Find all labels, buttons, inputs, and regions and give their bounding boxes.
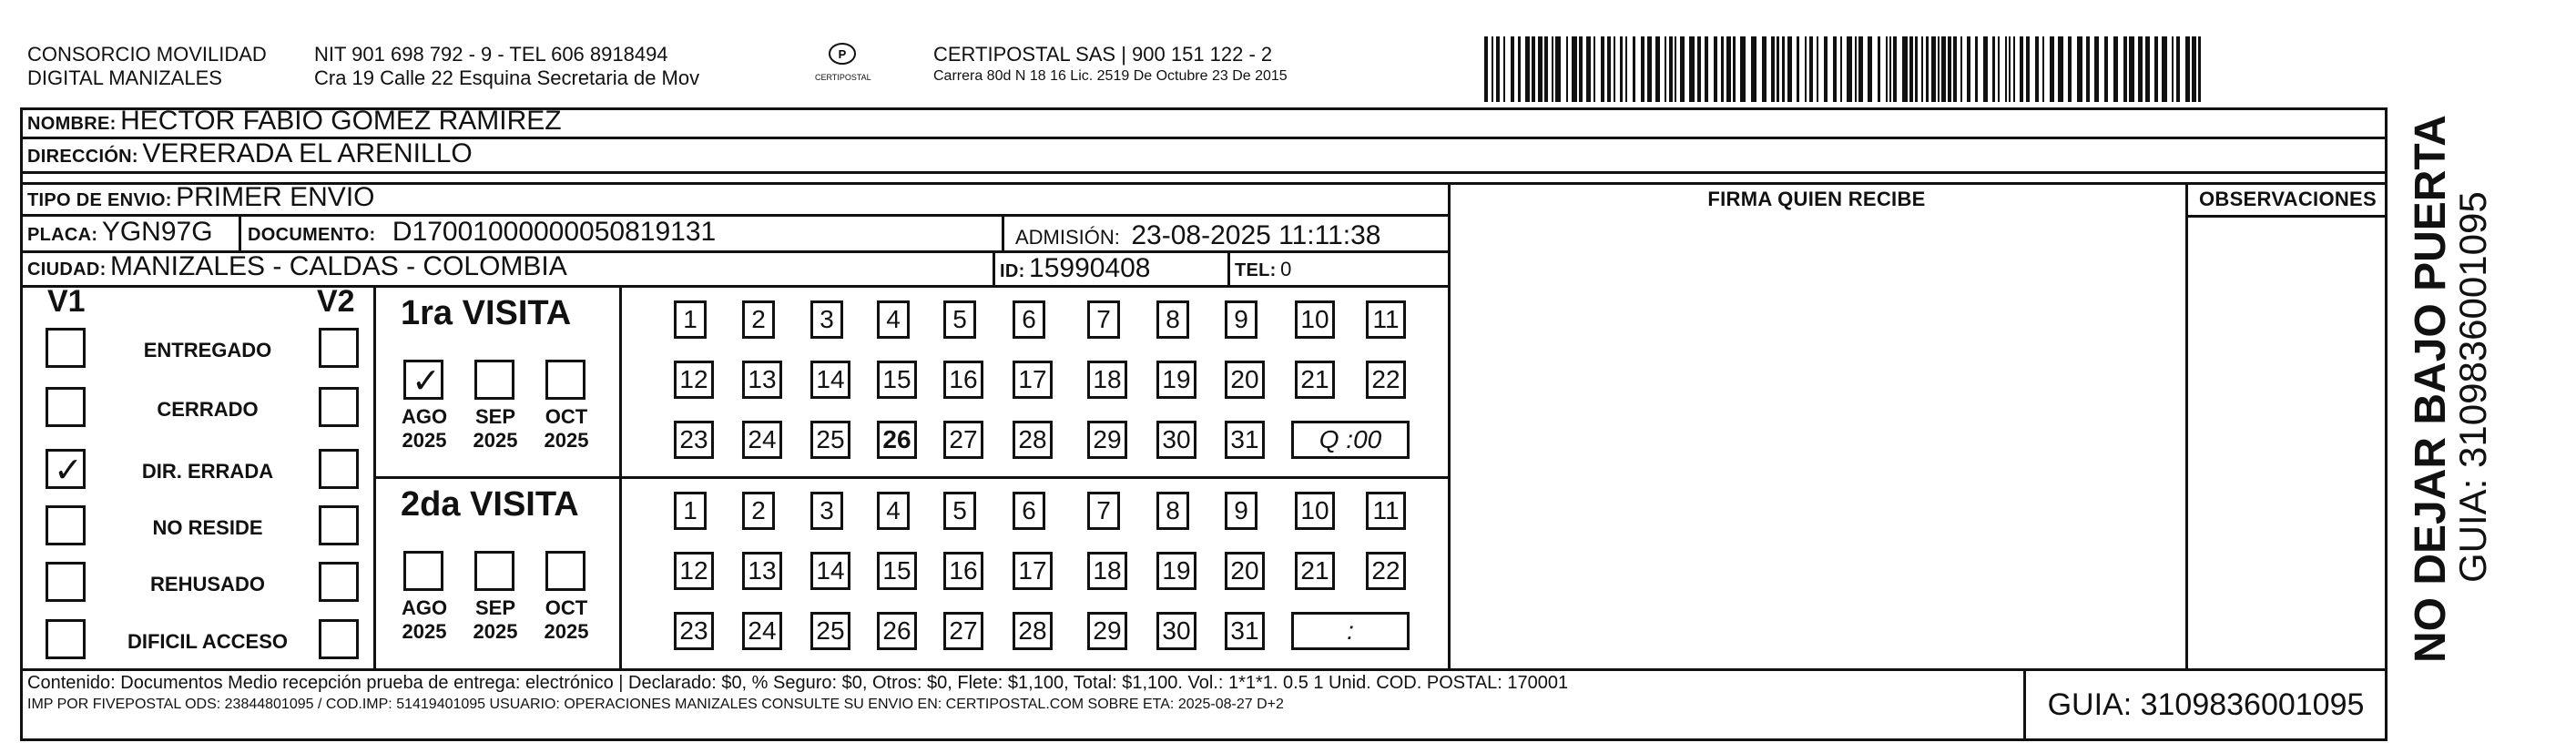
- day-box[interactable]: 25: [810, 612, 850, 650]
- side-guia-label: GUIA: 3109836001095: [2451, 191, 2494, 583]
- v2-checkbox[interactable]: [319, 505, 359, 545]
- barcode-bar: [1777, 36, 1779, 102]
- barcode-bar: [2094, 36, 2099, 102]
- v1-checkbox[interactable]: [46, 328, 86, 368]
- status-label: NO RESIDE: [152, 516, 263, 539]
- day-box[interactable]: 28: [1013, 612, 1053, 650]
- firma-quien-recibe-label: FIRMA QUIEN RECIBE: [1707, 188, 1926, 210]
- barcode-bar: [2185, 36, 2190, 102]
- day-box[interactable]: 14: [810, 361, 850, 399]
- barcode-bar: [1680, 36, 1685, 102]
- admision-value: 23-08-2025 11:11:38: [1131, 220, 1381, 250]
- footer-line-2: IMP POR FIVEPOSTAL ODS: 23844801095 / COD.IMP: 51419401095 USUARIO: OPERACIONES MANIZALES CONSULTE SU ENVIO EN: CERTIPOSTAL.COM SOBRE ETA: 2025-08-27 D+2: [27, 697, 1284, 712]
- day-box[interactable]: 21: [1295, 361, 1335, 399]
- day-box[interactable]: 22: [1366, 361, 1406, 399]
- id-value: 15990408: [1029, 253, 1151, 283]
- visit-time-box[interactable]: Q :00: [1291, 421, 1410, 459]
- month-label: OCT 2025: [544, 596, 589, 643]
- barcode-bar: [1992, 36, 1995, 102]
- v2-checkbox[interactable]: [319, 449, 359, 489]
- barcode-bar: [1593, 36, 1595, 102]
- barcode-bar: [1689, 36, 1695, 102]
- status-label: DIFICIL ACCESO: [127, 630, 288, 653]
- day-box[interactable]: 1: [674, 492, 707, 530]
- no-dejar-bajo-puerta-label: NO DEJAR BAJO PUERTA: [2407, 115, 2455, 663]
- barcode-bar: [1855, 36, 1857, 102]
- barcode-bar: [1721, 36, 1724, 102]
- day-box[interactable]: 11: [1366, 300, 1406, 339]
- status-label: REHUSADO: [150, 573, 265, 595]
- barcode-bar: [2077, 36, 2082, 102]
- day-box[interactable]: 28: [1013, 421, 1053, 459]
- barcode-bar: [2145, 36, 2150, 102]
- day-box[interactable]: 18: [1087, 552, 1127, 590]
- barcode-bar: [1926, 36, 1929, 102]
- month-label: SEP 2025: [473, 405, 518, 452]
- barcode-bar: [1809, 36, 1813, 102]
- barcode-bar: [1633, 36, 1635, 102]
- field-tel: TEL: 0: [1235, 258, 1292, 280]
- ciudad-value: MANIZALES - CALDAS - COLOMBIA: [110, 251, 567, 281]
- barcode-bar: [2009, 36, 2011, 102]
- day-box[interactable]: 9: [1225, 492, 1257, 530]
- day-box[interactable]: 23: [674, 612, 714, 650]
- day-box[interactable]: 29: [1087, 612, 1127, 650]
- day-box[interactable]: 6: [1013, 300, 1045, 339]
- barcode-bar: [2086, 36, 2090, 102]
- day-box[interactable]: 12: [674, 552, 714, 590]
- day-box[interactable]: 1: [674, 300, 707, 339]
- placa-value: YGN97G: [101, 217, 213, 247]
- barcode-bar: [1762, 36, 1767, 102]
- tipo-envio-value: PRIMER ENVIO: [176, 182, 375, 212]
- day-box[interactable]: 20: [1225, 361, 1265, 399]
- barcode-bar: [1931, 36, 1936, 102]
- month-checkbox[interactable]: [403, 360, 443, 400]
- day-box[interactable]: 22: [1366, 552, 1406, 590]
- barcode-bar: [2005, 36, 2007, 102]
- barcode-bar: [1726, 36, 1731, 102]
- barcode-bar: [2172, 36, 2174, 102]
- barcode-bar: [1641, 36, 1644, 102]
- visit-title: 1ra VISITA: [401, 294, 572, 332]
- day-box[interactable]: 30: [1156, 421, 1196, 459]
- field-id: ID: 15990408: [1000, 253, 1151, 283]
- barcode-bar: [1669, 36, 1673, 102]
- barcode-bar: [2162, 36, 2167, 102]
- day-box[interactable]: 3: [810, 492, 843, 530]
- status-label: ENTREGADO: [143, 339, 272, 361]
- field-nombre: NOMBRE: HECTOR FABIO GOMEZ RAMIREZ: [27, 106, 562, 136]
- visit-title: 2da VISITA: [401, 485, 579, 524]
- barcode-bar: [2138, 36, 2143, 102]
- barcode-bar: [1492, 36, 1493, 102]
- nombre-value: HECTOR FABIO GOMEZ RAMIREZ: [120, 106, 562, 136]
- svg-text:P: P: [838, 47, 847, 61]
- day-box[interactable]: 24: [742, 421, 782, 459]
- day-box[interactable]: 10: [1295, 300, 1335, 339]
- month-label: AGO 2025: [401, 405, 448, 452]
- v2-checkbox[interactable]: [319, 328, 359, 368]
- day-box[interactable]: 26: [877, 421, 917, 459]
- barcode-bar: [1607, 36, 1611, 102]
- day-box[interactable]: 7: [1087, 300, 1120, 339]
- barcode-bar: [1697, 36, 1701, 102]
- barcode-bar: [1960, 36, 1962, 102]
- barcode-bar: [1889, 36, 1891, 102]
- barcode-bar: [1532, 36, 1535, 102]
- barcode-bar: [2068, 36, 2072, 102]
- barcode-bar: [2104, 36, 2108, 102]
- barcode-bar: [1921, 36, 1923, 102]
- v1-checkbox[interactable]: [46, 505, 86, 545]
- day-box[interactable]: 9: [1225, 300, 1257, 339]
- day-box[interactable]: 13: [742, 361, 782, 399]
- barcode-bar: [2026, 36, 2030, 102]
- barcode-bar: [1902, 36, 1908, 102]
- barcode-bar: [2035, 36, 2039, 102]
- barcode-bar: [1909, 36, 1913, 102]
- v2-checkbox[interactable]: [319, 387, 359, 427]
- barcode-bar: [2058, 36, 2063, 102]
- barcode-bar: [1503, 36, 1505, 102]
- day-box[interactable]: 18: [1087, 361, 1127, 399]
- observaciones-area[interactable]: [2191, 219, 2384, 665]
- day-box[interactable]: 31: [1225, 421, 1265, 459]
- v1-label: V1: [47, 284, 86, 319]
- barcode-bar: [2050, 36, 2054, 102]
- day-box[interactable]: 11: [1366, 492, 1406, 530]
- barcode-bar: [1705, 36, 1708, 102]
- courier-logo: P CERTIPOSTAL: [815, 41, 870, 82]
- barcode-bar: [2042, 36, 2044, 102]
- barcode-bar: [1967, 36, 1970, 102]
- month-label: AGO 2025: [401, 596, 448, 643]
- barcode-bar: [1675, 36, 1676, 102]
- month-checkbox[interactable]: [545, 360, 585, 400]
- barcode-bar: [1868, 36, 1872, 102]
- day-box[interactable]: 13: [742, 552, 782, 590]
- barcode-bar: [2020, 36, 2023, 102]
- barcode-bar: [1566, 36, 1568, 102]
- signature-area[interactable]: [1453, 219, 2182, 665]
- day-box[interactable]: 14: [810, 552, 850, 590]
- day-box[interactable]: 20: [1225, 552, 1265, 590]
- barcode-bar: [1579, 36, 1583, 102]
- field-documento: DOCUMENTO: D17001000000050819131: [248, 217, 717, 247]
- barcode-bar: [1525, 36, 1530, 102]
- field-tipo-envio: TIPO DE ENVIO: PRIMER ENVIO: [27, 182, 375, 212]
- v2-checkbox[interactable]: [319, 619, 359, 659]
- barcode-bar: [1518, 36, 1521, 102]
- barcode-bar: [1847, 36, 1852, 102]
- barcode-bar: [1601, 36, 1604, 102]
- day-box[interactable]: 5: [943, 492, 976, 530]
- barcode-bar: [1915, 36, 1918, 102]
- barcode-bar: [1840, 36, 1842, 102]
- day-box[interactable]: 17: [1013, 361, 1053, 399]
- observaciones-label: OBSERVACIONES: [2198, 188, 2377, 210]
- barcode-bar: [1484, 36, 1488, 102]
- barcode-bar: [1938, 36, 1940, 102]
- barcode-bar: [2013, 36, 2015, 102]
- day-box[interactable]: 15: [877, 361, 917, 399]
- barcode-bar: [1751, 36, 1756, 102]
- barcode-bar: [2113, 36, 2118, 102]
- barcode: [1484, 36, 2213, 102]
- day-box[interactable]: 10: [1295, 492, 1335, 530]
- day-box[interactable]: 4: [877, 492, 910, 530]
- barcode-bar: [1511, 36, 1514, 102]
- barcode-bar: [1714, 36, 1717, 102]
- barcode-bar: [1983, 36, 1988, 102]
- day-box[interactable]: 23: [674, 421, 714, 459]
- barcode-bar: [2154, 36, 2158, 102]
- month-checkbox[interactable]: [545, 551, 585, 591]
- barcode-bar: [1647, 36, 1652, 102]
- day-box[interactable]: 27: [943, 612, 983, 650]
- day-box[interactable]: 25: [810, 421, 850, 459]
- barcode-bar: [1805, 36, 1807, 102]
- footer-content: [27, 672, 2017, 716]
- barcode-bar: [1975, 36, 1978, 102]
- barcode-bar: [1572, 36, 1577, 102]
- barcode-bar: [1665, 36, 1666, 102]
- day-box[interactable]: 5: [943, 300, 976, 339]
- day-box[interactable]: 17: [1013, 552, 1053, 590]
- month-checkbox[interactable]: [403, 551, 443, 591]
- barcode-bar: [1941, 36, 1946, 102]
- month-label: OCT 2025: [544, 405, 589, 452]
- day-box[interactable]: 26: [877, 612, 917, 650]
- barcode-bar: [1817, 36, 1818, 102]
- barcode-bar: [1544, 36, 1548, 102]
- barcode-bar: [1614, 36, 1615, 102]
- v1-checkbox[interactable]: [46, 449, 86, 489]
- barcode-bar: [2198, 36, 2201, 102]
- day-box[interactable]: 31: [1225, 612, 1265, 650]
- field-admision: ADMISIÓN: 23-08-2025 11:11:38: [1015, 220, 1381, 250]
- consortium-contact: NIT 901 698 792 - 9 - TEL 606 8918494 Cra 19 Calle 22 Esquina Secretaria de Mov: [314, 43, 700, 89]
- barcode-bar: [1858, 36, 1863, 102]
- barcode-bar: [1782, 36, 1785, 102]
- barcode-bar: [1496, 36, 1500, 102]
- day-box[interactable]: 16: [943, 361, 983, 399]
- v2-label: V2: [317, 284, 355, 319]
- day-box[interactable]: 21: [1295, 552, 1335, 590]
- consortium-name: CONSORCIO MOVILIDAD DIGITAL MANIZALES: [27, 43, 267, 89]
- day-box[interactable]: 15: [877, 552, 917, 590]
- documento-value: D17001000000050819131: [392, 217, 717, 247]
- barcode-bar: [1948, 36, 1951, 102]
- barcode-bar: [1893, 36, 1897, 102]
- barcode-bar: [1953, 36, 1957, 102]
- day-box[interactable]: 29: [1087, 421, 1127, 459]
- day-box[interactable]: 16: [943, 552, 983, 590]
- field-direccion: DIRECCIÓN: VERERADA EL ARENILLO: [27, 138, 473, 168]
- day-box[interactable]: 19: [1156, 552, 1196, 590]
- v1-checkbox[interactable]: [46, 562, 86, 602]
- day-box[interactable]: 6: [1013, 492, 1045, 530]
- visit-time-box[interactable]: :: [1291, 612, 1410, 650]
- barcode-bar: [1787, 36, 1792, 102]
- barcode-bar: [1824, 36, 1828, 102]
- day-box[interactable]: 8: [1156, 300, 1189, 339]
- day-box[interactable]: 12: [674, 361, 714, 399]
- day-box[interactable]: 19: [1156, 361, 1196, 399]
- day-box[interactable]: 27: [943, 421, 983, 459]
- month-label: SEP 2025: [473, 596, 518, 643]
- day-box[interactable]: 7: [1087, 492, 1120, 530]
- tel-value: 0: [1280, 258, 1292, 280]
- barcode-bar: [1620, 36, 1623, 102]
- footer-line-1: Contenido: Documentos Medio recepción prueba de entrega: electrónico | Declarado: $0, % Seguro: $0, Otros: $0, Flete: $1,100, Total: $1,100. Vol.: 1*1*1. 0.5 1 Unid. COD. POSTAL: 170001: [27, 673, 1569, 693]
- barcode-bar: [1625, 36, 1627, 102]
- barcode-bar: [1555, 36, 1561, 102]
- barcode-bar: [1733, 36, 1736, 102]
- day-box[interactable]: 3: [810, 300, 843, 339]
- day-box[interactable]: 24: [742, 612, 782, 650]
- field-ciudad: CIUDAD: MANIZALES - CALDAS - COLOMBIA: [27, 251, 567, 281]
- month-checkbox[interactable]: [474, 551, 514, 591]
- day-box[interactable]: 30: [1156, 612, 1196, 650]
- barcode-bar: [1655, 36, 1660, 102]
- status-label: DIR. ERRADA: [141, 460, 274, 483]
- day-box[interactable]: 2: [742, 492, 775, 530]
- barcode-bar: [2192, 36, 2196, 102]
- direccion-value: VERERADA EL ARENILLO: [142, 138, 473, 168]
- barcode-bar: [1552, 36, 1553, 102]
- barcode-bar: [2123, 36, 2127, 102]
- barcode-bar: [1797, 36, 1799, 102]
- day-box[interactable]: 4: [877, 300, 910, 339]
- day-box[interactable]: 8: [1156, 492, 1189, 530]
- barcode-bar: [1771, 36, 1775, 102]
- barcode-bar: [2129, 36, 2134, 102]
- barcode-bar: [2176, 36, 2180, 102]
- v1-checkbox[interactable]: [46, 619, 86, 659]
- v1-checkbox[interactable]: [46, 387, 86, 427]
- field-placa: PLACA: YGN97G: [27, 217, 213, 247]
- barcode-bar: [1833, 36, 1837, 102]
- status-label: CERRADO: [157, 398, 259, 421]
- barcode-bar: [1586, 36, 1591, 102]
- barcode-bar: [1886, 36, 1888, 102]
- day-box[interactable]: 2: [742, 300, 775, 339]
- courier-logo-icon: [826, 41, 859, 68]
- barcode-bar: [1998, 36, 2000, 102]
- v2-checkbox[interactable]: [319, 562, 359, 602]
- barcode-bar: [1538, 36, 1543, 102]
- barcode-bar: [1878, 36, 1880, 102]
- barcode-bar: [1740, 36, 1746, 102]
- courier-info: CERTIPOSTAL SAS | 900 151 122 - 2 Carrera 80d N 18 16 Lic. 2519 De Octubre 23 De 2015: [933, 43, 1288, 84]
- month-checkbox[interactable]: [474, 360, 514, 400]
- guia-box: GUIA: 3109836001095: [2047, 687, 2365, 722]
